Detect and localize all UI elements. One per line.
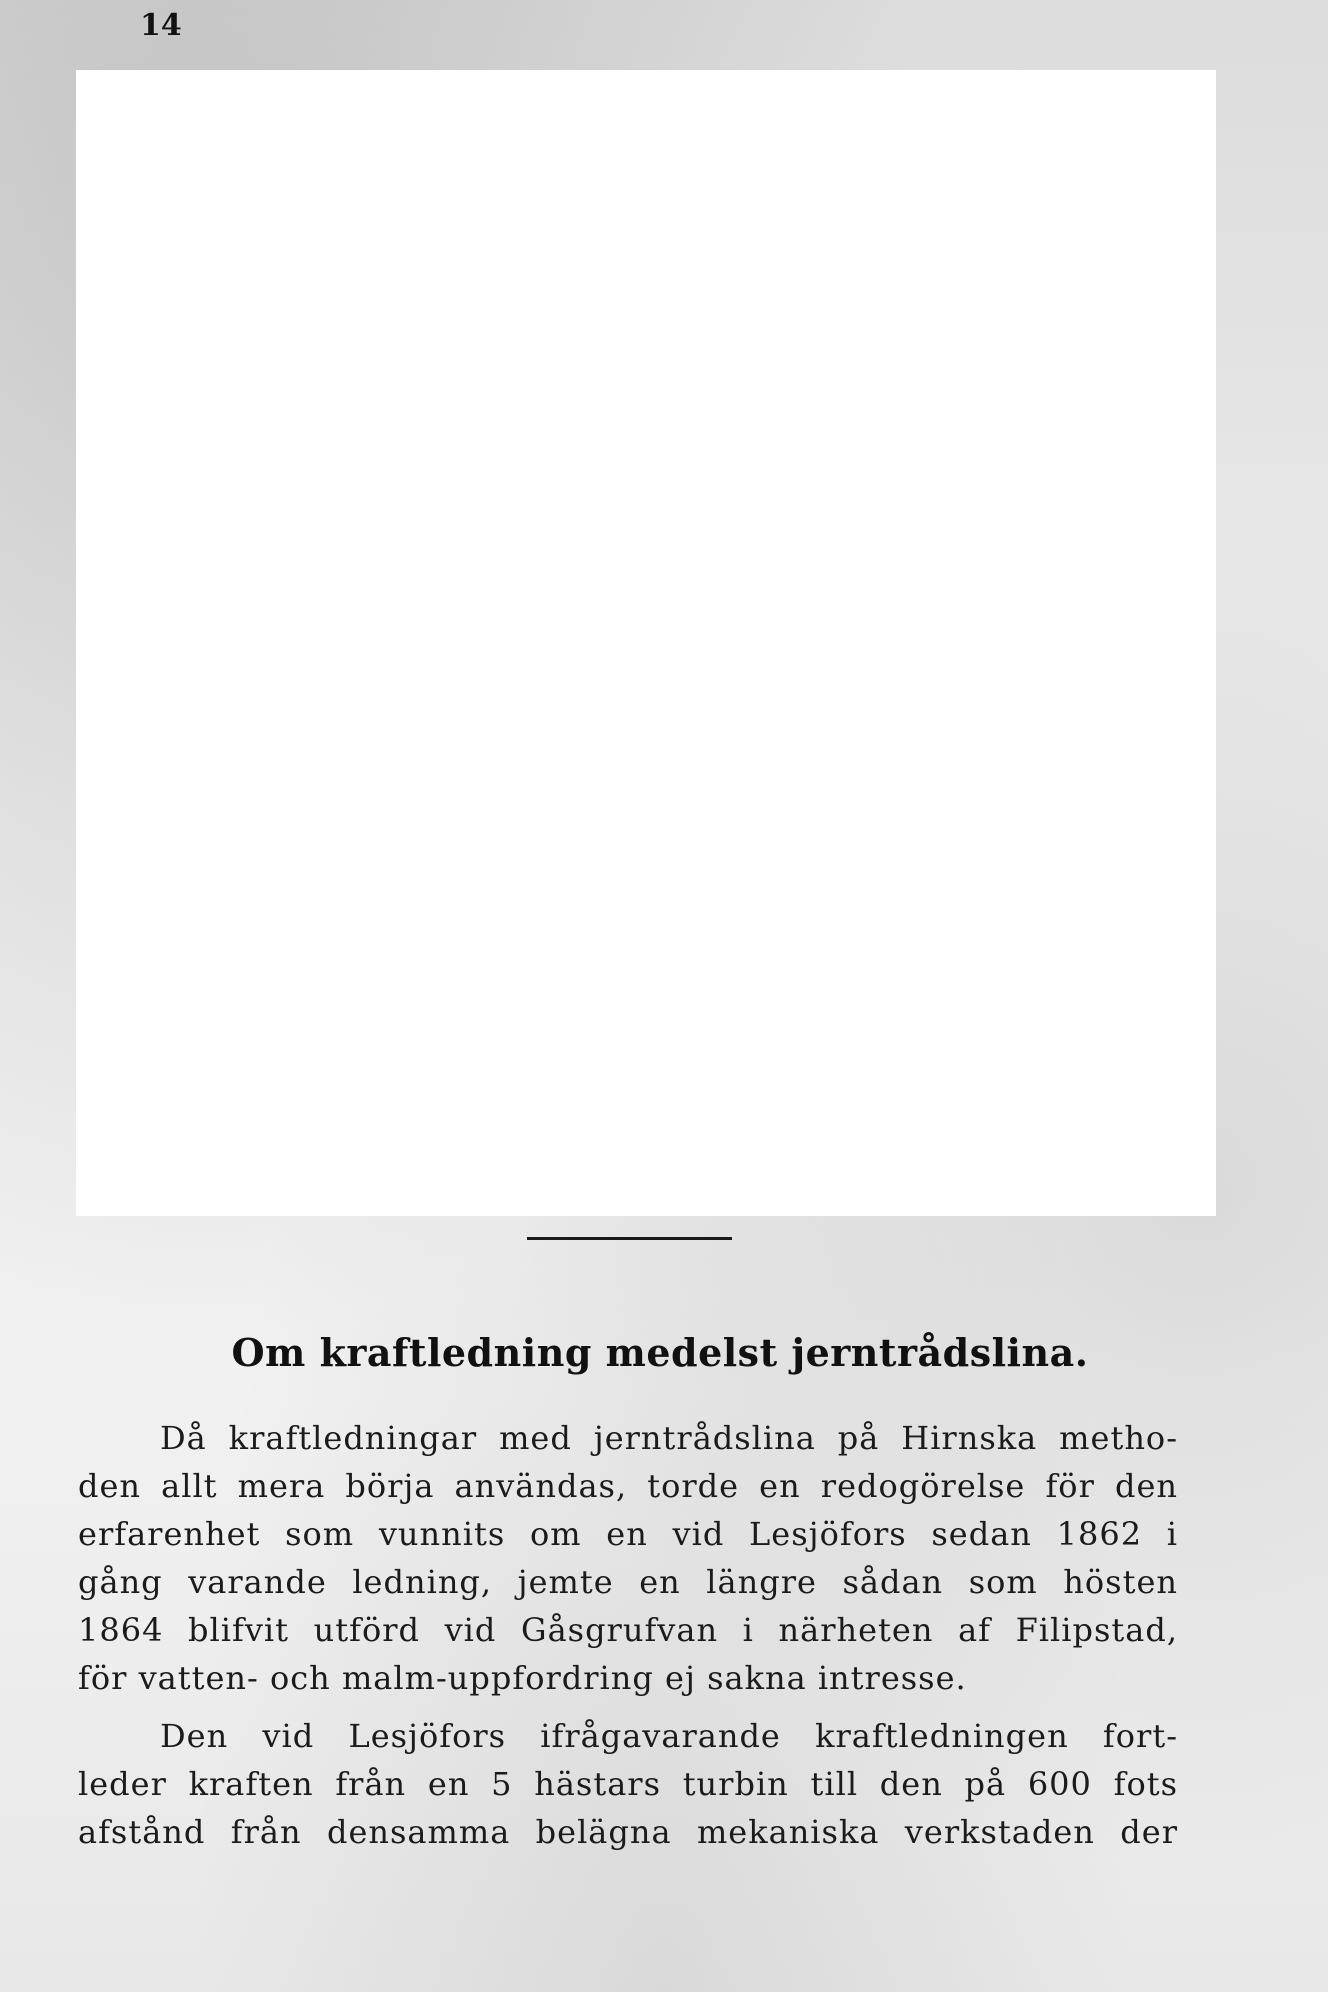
body-line: erfarenhet som vunnits om en vid Lesjöfors sedan 1862 i <box>78 1515 1178 1553</box>
body-line: för vatten- och malm-uppfordring ej sakna intresse. <box>78 1659 967 1697</box>
body-line: 1864 blifvit utförd vid Gåsgrufvan i närheten af Filipstad, <box>78 1611 1178 1649</box>
body-line: gång varande ledning, jemte en längre sådan som hösten <box>78 1563 1178 1601</box>
body-line: afstånd från densamma belägna mekaniska verkstaden der <box>78 1813 1178 1851</box>
body-line: Då kraftledningar med jerntrådslina på Hirnska metho- <box>160 1419 1178 1457</box>
page-number: 14 <box>140 8 182 43</box>
article-heading: Om kraftledning medelst jerntrådslina. <box>231 1330 1089 1375</box>
body-line: den allt mera börja användas, torde en redogörelse för den <box>78 1467 1178 1505</box>
section-divider <box>527 1237 732 1240</box>
body-line: leder kraften från en 5 hästars turbin till den på 600 fots <box>78 1765 1178 1803</box>
body-line: Den vid Lesjöfors ifrågavarande kraftledningen fort- <box>160 1717 1178 1755</box>
figure-placeholder <box>76 70 1216 1216</box>
